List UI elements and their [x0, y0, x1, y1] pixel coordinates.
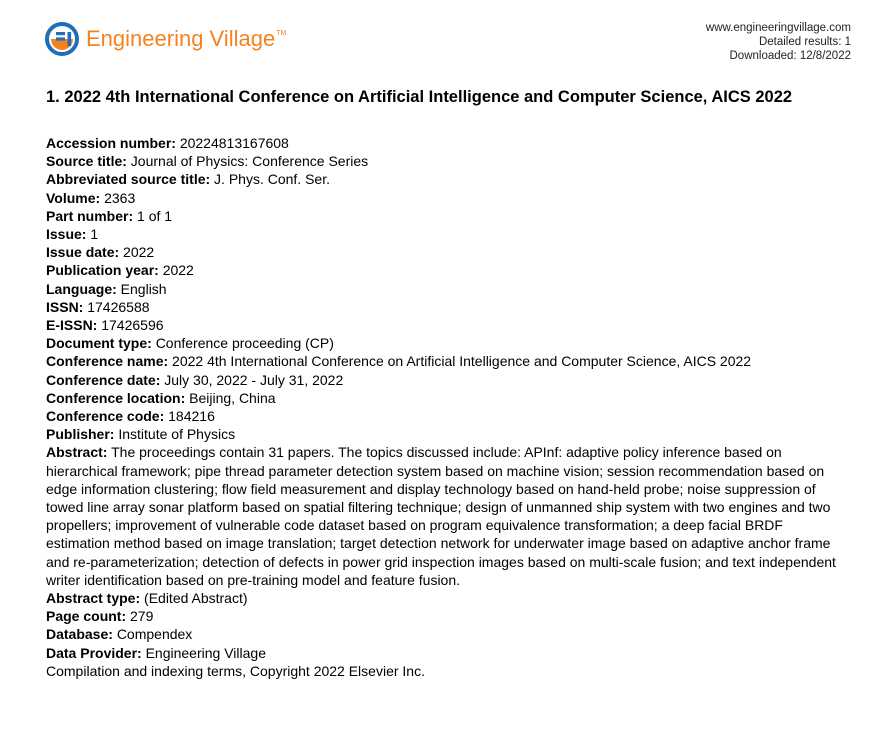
field-value: The proceedings contain 31 papers. The topics discussed include: APInf: adaptive policy inference based on hierarchical framework; pipe thread parameter detection system based on machine vision; session recommendation based on edge information clustering; flow field measurement and display technology based on hand-held probe; noise suppression of towed line array sonar platform based on spatial filtering technique; design of unmanned ship system with two engines and two propellers; improvement of vulnerable code dataset based on program equivalence transformation; a deep facial BRDF estimation method based on image translation; target detection network for underwater image based on adaptive anchor frame and re-parameterization; detection of defects in power grid inspection images based on multi-scale fusion; and text independent writer identification based on pre-training model and feature fusion. [46, 444, 836, 588]
field-conference-date [46, 371, 846, 389]
field-data-provider [46, 644, 846, 662]
copyright-notice: Compilation and indexing terms, Copyright 2022 Elsevier Inc. [46, 662, 425, 679]
record-title: 1. 2022 4th International Conference on Artificial Intelligence and Computer Science, AICS 2022 [46, 88, 793, 106]
field-value: 2022 [123, 244, 155, 261]
field-value: J. Phys. Conf. Ser. [214, 171, 330, 188]
field-label: Conference location: [46, 389, 186, 406]
field-page-count [46, 607, 846, 625]
field-volume [46, 189, 846, 207]
field-value: 20224813167608 [179, 135, 289, 151]
field-conference-code [46, 407, 846, 425]
field-value: Conference proceeding (CP) [155, 335, 334, 352]
field-value: July 30, 2022 - July 31, 2022 [164, 371, 344, 388]
field-value: 184216 [168, 408, 215, 425]
field-value: Beijing, China [189, 389, 276, 406]
field-abstract [46, 443, 846, 589]
field-publisher [46, 425, 846, 443]
field-label: Conference date: [46, 371, 161, 388]
field-value: 1 of 1 [137, 207, 173, 224]
logo-trademark: TM [276, 30, 287, 37]
field-publication-year [46, 261, 846, 279]
field-database [46, 625, 846, 643]
field-language [46, 280, 846, 298]
download-date: Downloaded: 12/8/2022 [729, 50, 851, 62]
field-value: 2022 [162, 262, 194, 279]
field-value: 2363 [104, 189, 136, 206]
detailed-results-count: Detailed results: 1 [758, 36, 851, 48]
field-value: Institute of Physics [118, 426, 236, 443]
field-label: ISSN: [46, 298, 84, 315]
ev-logo-icon [45, 22, 79, 56]
field-conference-name [46, 352, 846, 370]
field-label: Issue: [46, 226, 87, 243]
field-label: Volume: [46, 189, 101, 206]
field-label: Abbreviated source title: [46, 171, 211, 188]
field-value: 17426596 [101, 317, 164, 334]
field-value: Engineering Village [145, 644, 266, 661]
field-value: English [120, 280, 167, 297]
field-label: Language: [46, 280, 117, 297]
field-source-title [46, 152, 846, 170]
field-value: (Edited Abstract) [144, 590, 248, 607]
field-label: Publication year: [46, 262, 159, 279]
field-value: 17426588 [87, 298, 150, 315]
field-value: 1 [90, 226, 99, 243]
field-label: Abstract: [46, 444, 108, 461]
logo-text [86, 28, 286, 50]
field-label: E-ISSN: [46, 317, 98, 334]
field-issue-date [46, 243, 846, 261]
field-label: Conference name: [46, 353, 169, 370]
field-label: Abstract type: [46, 590, 141, 607]
field-label: Database: [46, 626, 113, 643]
field-label: Issue date: [46, 244, 120, 261]
field-document-type [46, 334, 846, 352]
field-abbreviated-source-title [46, 170, 846, 188]
field-abstract-type [46, 589, 846, 607]
field-label: Data Provider: [46, 644, 142, 661]
field-value: Compendex [116, 626, 193, 643]
engineering-village-logo [45, 22, 286, 56]
field-issue [46, 225, 846, 243]
field-conference-location [46, 389, 846, 407]
field-label: Publisher: [46, 426, 115, 443]
field-value: Journal of Physics: Conference Series [130, 153, 369, 170]
logo-wordmark: Engineering Village [86, 26, 276, 51]
download-meta [706, 21, 851, 63]
field-label: Page count: [46, 608, 127, 625]
field-label: Document type: [46, 335, 152, 352]
field-part-number [46, 207, 846, 225]
field-e-issn [46, 316, 846, 334]
field-label: Accession number: [46, 135, 176, 151]
field-label: Part number: [46, 207, 134, 224]
field-label: Conference code: [46, 408, 165, 425]
field-value: 2022 4th International Conference on Artificial Intelligence and Computer Science, AICS 2022 [172, 353, 752, 370]
field-label: Source title: [46, 153, 127, 170]
site-url: www.engineeringvillage.com [705, 22, 851, 34]
field-accession-number [46, 134, 846, 152]
field-issn [46, 298, 846, 316]
field-value: 279 [130, 608, 154, 625]
record-fields [46, 134, 846, 680]
